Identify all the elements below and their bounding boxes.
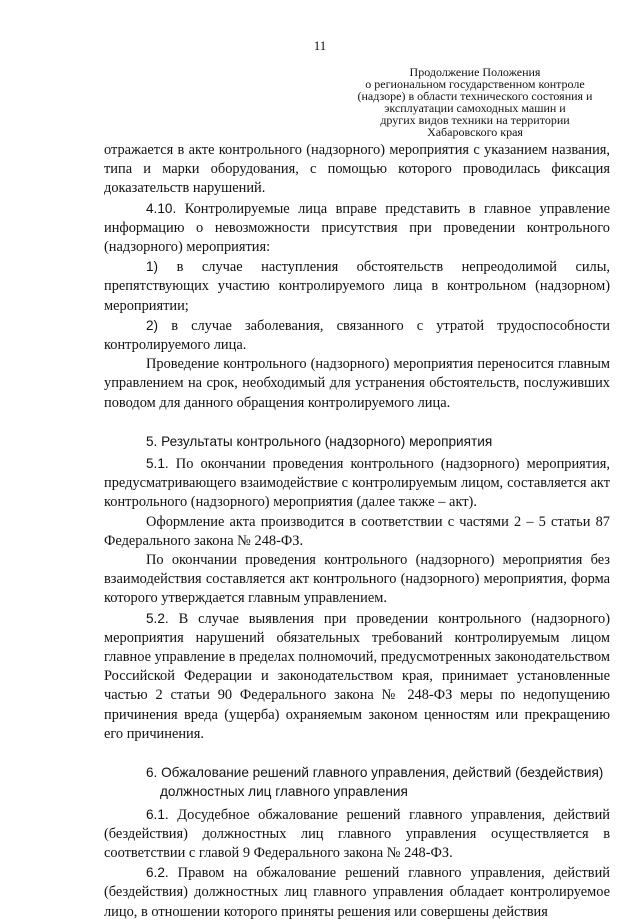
paragraph: [104, 454, 610, 513]
list-item-text: в случае заболевания, связанного с утратой трудоспособности контролируемого лица.: [104, 317, 610, 354]
paragraph: Проведение контрольного (надзорного) мероприятия переносится главным управлением на срок, необходимый для устранения обстоятельств, послуживших поводом для данного обращения контролируемого лица.: [104, 356, 610, 411]
document-body: [104, 141, 610, 922]
header-line: других видов техники на территории: [380, 113, 570, 127]
clause-number: 5.1.: [146, 456, 169, 472]
paragraph: отражается в акте контрольного (надзорного) мероприятия с указанием названия, типа и марки оборудования, с помощью которого проводилась фиксация доказательств нарушений.: [104, 142, 610, 197]
continuation-header: [330, 66, 620, 138]
list-item-text: в случае наступления обстоятельств непреодолимой силы, препятствующих участию контролируемого лица в контрольном (надзорном) мероприятии;: [104, 259, 610, 314]
section-heading-line: должностных лиц главного управления: [160, 784, 408, 800]
paragraph-text: Контролируемые лица вправе представить в главное управление информацию о невозможности присутствия при проведении контрольного (надзорного) мероприятия:: [104, 200, 610, 256]
paragraph: [104, 609, 610, 744]
header-line: о региональном государственном контроле: [365, 77, 585, 91]
list-item: [104, 257, 610, 316]
clause-number: 4.10.: [146, 200, 177, 216]
clause-number: 6.1.: [146, 806, 169, 822]
paragraph: [104, 863, 610, 922]
section-heading-line: 6. Обжалование решений главного управления, действий (бездействия): [146, 765, 604, 781]
paragraph-text: Правом на обжалование решений главного управления, действий (бездействия) должностных лиц главного управления обладает контролируемое лицо, в отношении которого приняты решения или совершены действия: [104, 865, 610, 920]
header-line: (надзоре) в области технического состояния и: [357, 89, 593, 103]
paragraph-text: По окончании проведения контрольного (надзорного) мероприятия, предусматривающего взаимодействие с контролируемым лицом, составляется акт контрольного (надзорного) мероприятия (далее также – акт).: [104, 456, 610, 511]
section-heading: [104, 763, 610, 801]
paragraph: [104, 199, 610, 258]
list-item: [104, 316, 610, 355]
clause-number: 5.2.: [146, 610, 169, 626]
clause-number: 6.2.: [146, 865, 169, 881]
header-line: Хабаровского края: [427, 125, 523, 139]
paragraph: По окончании проведения контрольного (надзорного) мероприятия без взаимодействия составляется акт контрольного (надзорного) мероприятия, форма которого утверждается главным управлением.: [104, 552, 610, 607]
page-number: 11: [313, 38, 327, 53]
header-line: Продолжение Положения: [409, 65, 541, 79]
list-number: 1): [146, 259, 159, 275]
paragraph: [104, 805, 610, 864]
paragraph: Оформление акта производится в соответствии с частями 2 – 5 статьи 87 Федерального закона № 248-ФЗ.: [104, 513, 610, 549]
section-heading: 5. Результаты контрольного (надзорного) мероприятия: [146, 433, 493, 449]
header-line: эксплуатации самоходных машин и: [384, 101, 566, 115]
paragraph-text: Досудебное обжалование решений главного управления, действий (бездействия) должностных лиц главного управления осуществляется в соответствии с главой 9 Федерального закона № 248-ФЗ.: [104, 806, 610, 861]
list-number: 2): [146, 317, 159, 333]
paragraph-text: В случае выявления при проведении контрольного (надзорного) мероприятия нарушений обязательных требований контролируемым лицом главное управление в пределах полномочий, предусмотренных законодательством Российской Федерации и законодательством края, принимает установленные частью 2 статьи 90 Федерального закона № 248-ФЗ меры по недопущению причинения вреда (ущерба) охраняемым законом ценностям или прекращению его причинения.: [104, 610, 610, 742]
